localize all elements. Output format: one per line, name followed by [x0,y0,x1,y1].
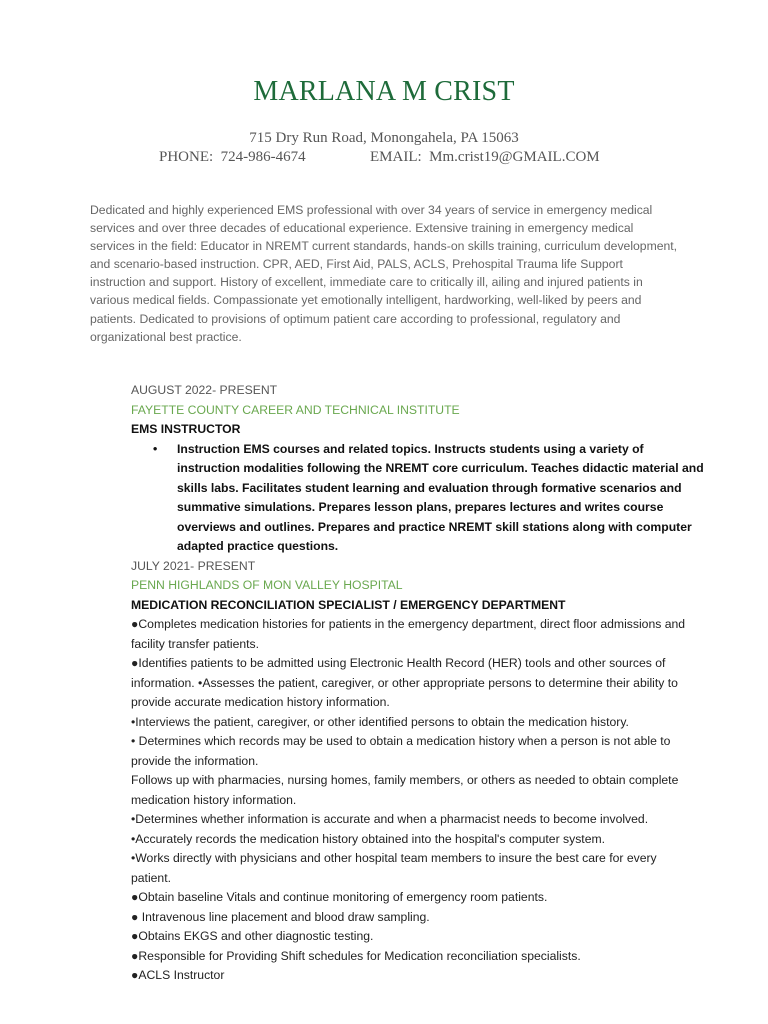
experience-section [131,381,704,986]
professional-summary: Dedicated and highly experienced EMS professional with over 34 years of service in emergency medical services and over three decades of educational experience. Extensive training in emergency medical services in the field: Educator in NREMT current standards, hands-on skills training, curriculum development, and scenario-based instruction. CPR, AED, First Aid, PALS, ACLS, Prehospital Trauma life Support instruction and support. History of excellent, immediate care to critically ill, ailing and injured patients in various medical fields. Compassionate yet emotionally intelligent, hardworking, well-liked by peers and patients. Dedicated to provisions of optimum patient care according to professional, regulatory and organizational best practice. [90,203,678,344]
job-dates: AUGUST 2022- PRESENT [131,383,278,397]
job-company: FAYETTE COUNTY CAREER AND TECHNICAL INSTITUTE [131,402,460,417]
address: 715 Dry Run Road, Monongahela, PA 15063 [249,130,519,146]
job-bullet [131,440,707,557]
duty-line: •Accurately records the medication history obtained into the hospital's computer system. [131,831,606,846]
candidate-name: MARLANA M CRIST [253,76,515,107]
duty-line: ●ACLS Instructor [131,968,225,982]
bullet-dot: • [153,441,158,456]
duty-line: ● Intravenous line placement and blood draw sampling. [131,909,430,924]
job-role: EMS INSTRUCTOR [131,422,241,436]
job-entry [131,557,686,986]
duty-line: ●Completes medication histories for patients in the emergency department, direct floor admissions and facility transfer patients. [131,617,686,651]
duty-line: • Determines which records may be used to obtain a medication history when a person is not able to provide the information. [131,734,671,768]
duty-line: ●Obtain baseline Vitals and continue monitoring of emergency room patients. [131,890,548,904]
duty-line: ●Responsible for Providing Shift schedules for Medication reconciliation specialists. [131,948,581,963]
job-role: MEDICATION RECONCILIATION SPECIALIST / EMERGENCY DEPARTMENT [131,597,566,612]
duty-line: ●Obtains EKGS and other diagnostic testing. [131,929,374,943]
job-entry [131,381,704,557]
duty-line: Follows up with pharmacies, nursing homes, family members, or others as needed to obtain complete medication history information. [131,773,679,807]
job-dates: JULY 2021- PRESENT [131,558,256,573]
email: EMAIL: Mm.crist19@GMAIL.COM [370,149,600,165]
phone: PHONE: 724-986-4674 [159,149,306,165]
bullet-text: Instruction EMS courses and related topics. Instructs students using a variety of instruction modalities following the NREMT core curriculum. Teaches didactic material and skills labs. Facilitates student learning and evaluation through formative scenarios and summative simulations. Prepares lesson plans, prepares lectures and writes course overviews and outlines. Prepares and practice NREMT skill stations along with computer adapted practice questions. [177,441,704,553]
duty-line: •Interviews the patient, caregiver, or other identified persons to obtain the medication history. [131,714,629,729]
duty-line: •Works directly with physicians and other hospital team members to insure the best care for every patient. [131,851,657,885]
duty-line: ●Identifies patients to be admitted using Electronic Health Record (HER) tools and other sources of information. •Assesses the patient, caregiver, or other appropriate persons to determine their ability to provide accurate medication history information. [131,656,678,709]
job-company: PENN HIGHLANDS OF MON VALLEY HOSPITAL [131,578,403,592]
duty-line: •Determines whether information is accurate and when a pharmacist needs to become involved. [131,812,649,826]
